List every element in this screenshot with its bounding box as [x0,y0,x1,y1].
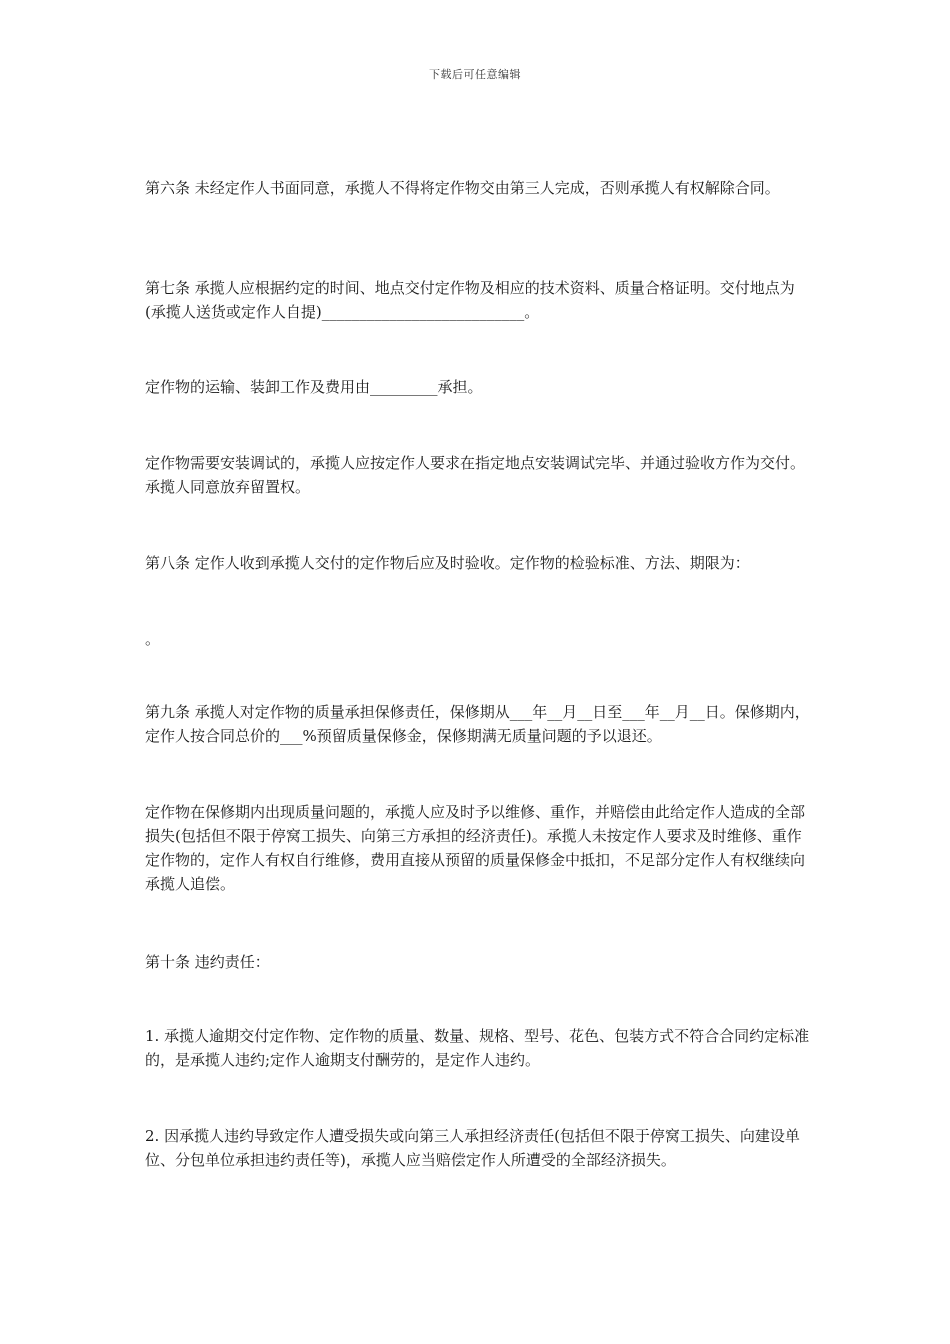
breach-item-1: 1. 承揽人逾期交付定作物、定作物的质量、数量、规格、型号、花色、包装方式不符合合同约定标准的，是承揽人违约;定作人逾期支付酬劳的，是定作人违约。 [145,1027,810,1069]
article-6-paragraph: 第六条 未经定作人书面同意，承揽人不得将定作物交由第三人完成，否则承揽人有权解除合同。 [145,179,780,197]
article-9-paragraph: 第九条 承揽人对定作物的质量承担保修责任，保修期从___年__月__日至___年__月__日。保修期内，定作人按合同总价的___%预留质量保修金，保修期满无质量问题的予以退还。 [145,703,810,745]
transport-cost-paragraph: 定作物的运输、装卸工作及费用由_________承担。 [145,378,483,396]
breach-item-2: 2. 因承揽人违约导致定作人遭受损失或向第三人承担经济责任(包括但不限于停窝工损失、向建设单位、分包单位承担违约责任等)，承揽人应当赔偿定作人所遭受的全部经济损失。 [145,1127,800,1169]
warranty-repair-paragraph: 定作物在保修期内出现质量问题的，承揽人应及时予以维修、重作，并赔偿由此给定作人造成的全部损失(包括但不限于停窝工损失、向第三方承担的经济责任)。承揽人未按定作人要求及时维修、重作定作物的，定作人有权自行维修，费用直接从预留的质量保修金中抵扣，不足部分定作人有权继续向承揽人追偿。 [145,803,806,893]
inspection-blank-paragraph: 。 [145,630,161,648]
installation-paragraph: 定作物需要安装调试的，承揽人应按定作人要求在指定地点安装调试完毕、并通过验收方作为交付。承揽人同意放弃留置权。 [145,454,806,496]
article-10-heading: 第十条 违约责任： [145,953,270,971]
page-header: 下载后可任意编辑 [429,68,521,81]
article-8-paragraph: 第八条 定作人收到承揽人交付的定作物后应及时验收。定作物的检验标准、方法、期限为： [145,554,750,572]
article-7-paragraph: 第七条 承揽人应根据约定的时间、地点交付定作物及相应的技术资料、质量合格证明。交付地点为(承揽人送货或定作人自提)___________________________。 [145,279,795,321]
